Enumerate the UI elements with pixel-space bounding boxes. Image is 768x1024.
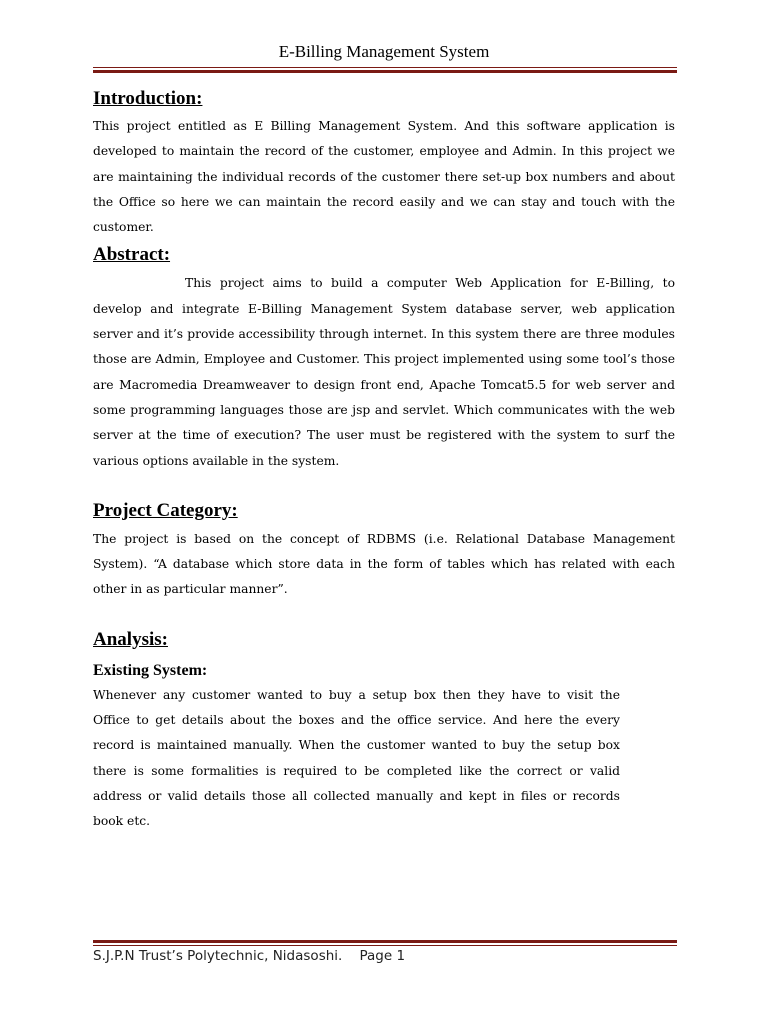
existing-system-subheading: Existing System:	[93, 661, 208, 679]
introduction-text: This project entitled as E Billing Management System. And this software application is developed to maintain the record of the customer, employee and Admin. In this project we are maintaining the individual records of the customer there set-up box numbers and about the Office so here we can maintain the record easily and we can stay and touch with the customer.	[93, 119, 675, 235]
page-footer	[93, 948, 405, 964]
project-category-text: The project is based on the concept of RDBMS (i.e. Relational Database Management System). “A database which store data in the form of tables which has related with each other in as particular manner”.	[93, 531, 675, 597]
abstract-text: This project aims to build a computer Web Application for E-Billing, to develop and integrate E-Billing Management System database server, web application server and it’s provide accessibility through internet. In this system there are three modules those are Admin, Employee and Customer. This project implemented using some tool’s those are Macromedia Dreamweaver to design front end, Apache Tomcat5.5 for web server and some programming languages those are jsp and servlet. Which communicates with the web server at the time of execution? The user must be registered with the system to surf the various options available in the system.	[93, 276, 675, 468]
existing-system-text: Whenever any customer wanted to buy a setup box then they have to visit the Office to get details about the boxes and the office service. And here the every record is maintained manually. When the customer wanted to buy the setup box there is some formalities is required to be completed like the correct or valid address or valid details those all collected manually and kept in files or records book etc.	[93, 687, 620, 829]
document-body	[93, 88, 675, 835]
footer-rule	[93, 940, 677, 946]
header-rule	[93, 67, 677, 73]
analysis-heading: Analysis:	[93, 628, 168, 650]
abstract-heading: Abstract:	[93, 244, 171, 266]
introduction-heading: Introduction:	[93, 88, 203, 109]
page-header-title: E-Billing Management System	[278, 42, 490, 61]
project-category-heading: Project Category:	[93, 499, 238, 521]
footer-institution: S.J.P.N Trust’s Polytechnic, Nidasoshi.	[93, 948, 343, 964]
footer-page-number: Page 1	[359, 948, 406, 964]
